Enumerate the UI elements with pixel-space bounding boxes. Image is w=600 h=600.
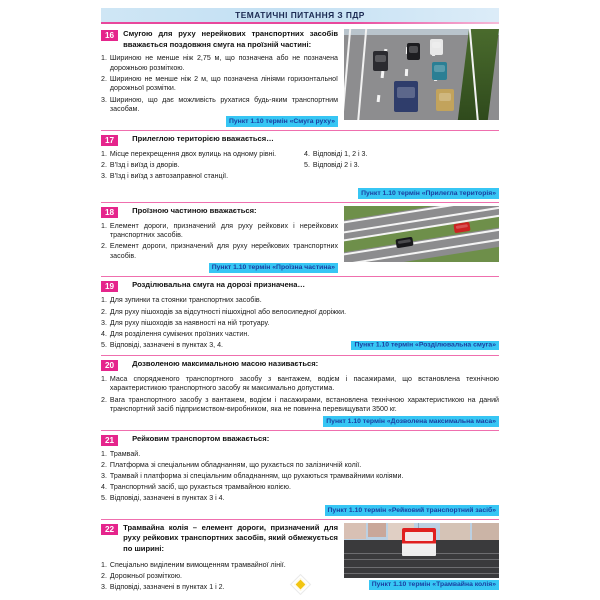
vehicle-car: [394, 81, 418, 112]
question-block: [101, 202, 499, 277]
rule-reference-tag: Пункт 1.10 термін «Смуга руху»: [226, 116, 338, 127]
question-heading: [101, 523, 338, 555]
answer-number: 2.: [101, 571, 107, 580]
answer-text: Спеціально виділеним вимощенням трамвайної лінії.: [109, 560, 286, 569]
question-block: [101, 24, 499, 130]
question-number-badge: 21: [101, 435, 118, 446]
page-footer: [0, 577, 600, 592]
question-number-badge: 17: [101, 135, 118, 146]
question-figure-column: [344, 206, 499, 274]
question-heading: [101, 29, 338, 50]
question-block: [101, 355, 499, 430]
answer-text: Елемент дороги, призначений для руху рейкових і нерейкових транспортних засобів.: [109, 221, 338, 240]
building: [472, 523, 499, 540]
answer-item[interactable]: [101, 472, 499, 482]
vehicle-car: [453, 221, 470, 232]
answer-text: Відповіді, зазначені в пунктах 3 і 4.: [109, 494, 225, 503]
question-heading: [101, 134, 499, 146]
answer-text: Дорожньої розміткою.: [109, 571, 182, 580]
answer-item[interactable]: [101, 494, 499, 504]
answer-list: [101, 296, 499, 350]
answer-text: Місце перехрещення двох вулиць на одному рівні.: [109, 149, 277, 158]
answer-number: 2.: [101, 74, 107, 83]
answer-text: Для руху пішоходів за наявності на ній тротуару.: [109, 318, 270, 327]
tram-rail: [344, 573, 499, 574]
answer-number: 5.: [101, 340, 107, 349]
answer-number: 5.: [304, 160, 310, 169]
reference-row: [101, 505, 499, 516]
tram-rail: [344, 567, 499, 568]
question-title: Дозволеною максимальною масою називається:: [132, 358, 319, 368]
question-heading: [101, 434, 499, 446]
answer-text: В'їзд і виїзд із дворів.: [109, 160, 180, 169]
answer-item[interactable]: [101, 330, 499, 340]
question-heading: [101, 359, 499, 371]
rule-reference-tag: Пункт 1.10 термін «Проїзна частина»: [209, 263, 338, 274]
answer-number: 5.: [101, 494, 107, 503]
building: [368, 523, 386, 537]
question-title: Прилеглою територією вважається…: [132, 133, 274, 143]
priority-road-sign-icon: [289, 574, 310, 595]
reference-row: [101, 188, 499, 199]
question-title: Розділювальна смуга на дорозі призначена…: [132, 280, 306, 290]
answer-text: Елемент дороги, призначений для руху нерейкових транспортних засобів.: [109, 242, 338, 260]
answer-list: [101, 450, 499, 504]
page-title: ТЕМАТИЧНІ ПИТАННЯ З ПДР: [235, 10, 365, 20]
answer-text: В'їзд і виїзд з автозаправної станції.: [109, 171, 229, 180]
answer-text: Шириною, що дає можливість рухатися будь-яким транспортним засобам.: [109, 95, 338, 114]
question-heading: [101, 280, 499, 292]
answer-number: 1.: [101, 54, 107, 63]
answer-column-right: [300, 150, 499, 183]
answer-item[interactable]: [101, 172, 300, 182]
question-text-column: [101, 206, 338, 274]
answer-text: Відповіді, зазначені в пунктах 1 і 2.: [109, 582, 225, 591]
answer-text: Шириною не менше ніж 2 м, що позначена лініями горизонтальної дорожньої розмітки.: [109, 74, 338, 93]
question-number-badge: 19: [101, 281, 118, 292]
answer-number: 3.: [101, 582, 107, 591]
answer-item[interactable]: [101, 375, 499, 394]
vehicle-car: [373, 51, 388, 71]
question-title: Смугою для руху нерейкових транспортних засобів вважається поздовжня смуга на проїзній частині:: [123, 29, 338, 49]
vehicle-car: [407, 43, 420, 60]
answer-number: 2.: [101, 307, 107, 316]
rule-reference-tag: Пункт 1.10 термін «Дозволена максимальна маса»: [323, 416, 499, 427]
question-number-badge: 16: [101, 30, 118, 41]
answer-number: 1.: [101, 221, 107, 230]
answer-number: 2.: [101, 460, 107, 469]
lane-dash: [405, 69, 408, 76]
reference-row: [101, 416, 499, 427]
answer-item[interactable]: [101, 54, 338, 73]
lane-edge-line: [355, 29, 368, 120]
answer-item[interactable]: [101, 75, 338, 94]
answer-text: Для розділення суміжних проїзних частин.: [109, 329, 250, 338]
answer-list: [101, 54, 338, 115]
lane-dash: [381, 71, 384, 78]
answer-number: 3.: [101, 95, 107, 104]
answer-list: [101, 150, 499, 183]
tram-rail: [344, 559, 499, 560]
answer-item[interactable]: [101, 242, 338, 261]
answer-item[interactable]: [101, 96, 338, 115]
page-header: [101, 8, 499, 22]
answer-item[interactable]: [304, 150, 499, 160]
answer-number: 2.: [101, 395, 107, 404]
question-title: Трамвайна колія – елемент дороги, призначений для руху рейкових транспортних засобів, який обмежується по ширині:: [123, 522, 338, 553]
reference-row: [101, 116, 338, 127]
question-figure-column: [344, 29, 499, 127]
answer-number: 1.: [101, 374, 107, 383]
rule-reference-tag: Пункт 1.10 термін «Рейковий транспортний засіб»: [325, 505, 499, 516]
reference-row: [226, 341, 499, 351]
content-column: [101, 0, 499, 600]
answer-item[interactable]: [101, 222, 338, 241]
rule-reference-tag: Пункт 1.10 термін «Прилегла територія»: [358, 188, 499, 199]
building: [344, 523, 366, 539]
answer-item[interactable]: [101, 461, 499, 471]
answer-item[interactable]: [101, 450, 499, 460]
question-text-column: [101, 29, 338, 127]
answer-item[interactable]: [101, 296, 499, 306]
vehicle-car: [432, 62, 447, 80]
answer-item[interactable]: [101, 308, 499, 318]
question-number-badge: 20: [101, 360, 118, 371]
rule-reference-tag: Пункт 1.10 термін «Трамвайна колія»: [369, 580, 499, 591]
answer-text: Маса спорядженого транспортного засобу з вантажем, водієм і пасажирами, що встановлена технічною характеристикою транспортного засобу як максимально допустима.: [109, 374, 499, 393]
answer-text: Транспортний засіб, що рухається трамвайною колією.: [109, 483, 291, 492]
answer-item[interactable]: [304, 161, 499, 171]
question-number-badge: 18: [101, 207, 118, 218]
answer-item[interactable]: [101, 396, 499, 415]
question-number-badge: 22: [101, 524, 118, 535]
reference-row: [101, 263, 338, 274]
answer-item[interactable]: [101, 561, 338, 571]
answer-number: 3.: [101, 471, 107, 480]
question-heading: [101, 206, 338, 218]
answer-item[interactable]: [101, 341, 499, 351]
tram-vehicle: [402, 528, 436, 556]
lane-dash: [377, 95, 380, 102]
answer-number: 2.: [101, 160, 107, 169]
answer-number: 3.: [101, 318, 107, 327]
answer-text: Для руху пішоходів за відсутності пішохідної або велосипедної доріжки.: [109, 307, 347, 316]
rule-reference-tag: Пункт 1.10 термін «Розділювальна смуга»: [351, 341, 499, 350]
lane-edge-line: [344, 29, 352, 120]
answer-item[interactable]: [101, 150, 300, 160]
answer-number: 1.: [101, 560, 107, 569]
answer-item[interactable]: [101, 161, 300, 171]
answer-number: 4.: [101, 483, 107, 492]
answer-text: Платформа зі спеціальним обладнанням, що рухається по залізничній колії.: [109, 460, 362, 469]
answer-text: Відповіді 2 і 3.: [312, 160, 360, 169]
answer-number: 4.: [304, 149, 310, 158]
question-block: [101, 430, 499, 519]
tram-track-photo: [344, 523, 499, 578]
answer-text: Вага транспортного засобу з вантажем, водієм і пасажирами, встановлена технічною характеристикою на даний транспортний засіб підприємством-виробником, яка не повинна перевищувати 3500 кг.: [109, 395, 499, 414]
multilane-highway-photo: [344, 29, 499, 120]
answer-text: Для зупинки та стоянки транспортних засобів.: [109, 296, 262, 305]
answer-text: Відповіді, зазначені в пунктах 3, 4.: [109, 340, 224, 349]
question-title: Проїзною частиною вважається:: [132, 205, 257, 215]
answer-number: 1.: [101, 296, 107, 305]
question-title: Рейковим транспортом вважається:: [132, 433, 270, 443]
answer-number: 1.: [101, 449, 107, 458]
building: [440, 523, 470, 540]
answer-item[interactable]: [101, 319, 499, 329]
answer-text: Трамвай і платформа зі спеціальним обладнанням, що рухаються трамвайними коліями.: [109, 471, 404, 480]
roadside-grass: [458, 29, 499, 120]
answer-list: [101, 222, 338, 262]
answer-text: Трамвай.: [109, 449, 141, 458]
answer-number: 3.: [101, 171, 107, 180]
priority-road-sign-inner: [294, 578, 307, 591]
answer-list: [101, 375, 499, 415]
answer-item[interactable]: [101, 483, 499, 493]
answer-column-left: [101, 150, 300, 183]
answer-number: 2.: [101, 242, 107, 251]
question-block: [101, 130, 499, 202]
question-block: [101, 276, 499, 354]
vehicle-car: [436, 89, 454, 111]
vehicle-car: [430, 39, 443, 55]
answer-text: Шириною не менше ніж 2,75 м, що позначена або не позначена дорожньою розміткою.: [109, 54, 338, 72]
answer-number: 4.: [101, 329, 107, 338]
divided-road-photo: [344, 206, 499, 262]
answer-text: Відповіді 1, 2 і 3.: [312, 149, 368, 158]
answer-number: 1.: [101, 149, 107, 158]
